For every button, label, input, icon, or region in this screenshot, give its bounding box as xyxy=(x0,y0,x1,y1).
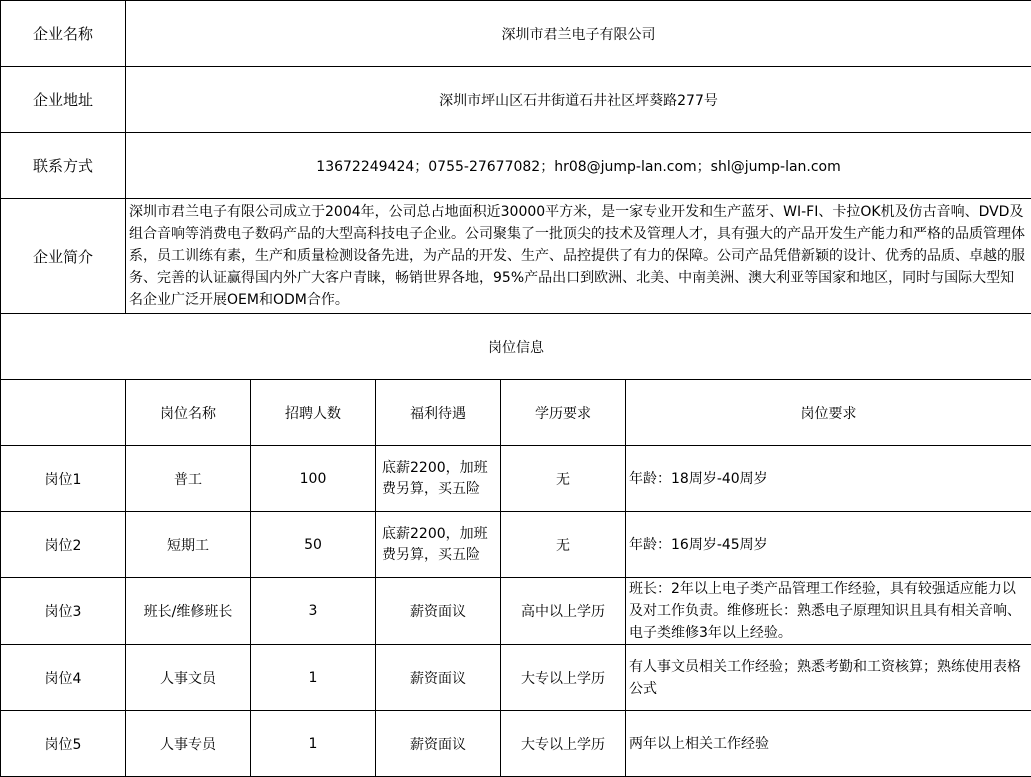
company-address-value: 深圳市坪山区石井街道石井社区坪葵路277号 xyxy=(126,67,1031,133)
job-requirement: 班长：2年以上电子类产品管理工作经验，具有较强适应能力以及对工作负责。维修班长：熟悉电子原理知识且具有相关音响、电子类维修3年以上经验。 xyxy=(626,578,1031,645)
job-welfare: 薪资面议 xyxy=(376,578,501,645)
header-cell-name: 岗位名称 xyxy=(126,380,251,446)
job-name: 班长/维修班长 xyxy=(126,578,251,645)
company-contact-value: 13672249424；0755-27677082；hr08@jump-lan.com；shl@jump-lan.com xyxy=(126,133,1031,199)
jobs-section-row xyxy=(1,314,1031,380)
job-requirement: 有人事文员相关工作经验；熟悉考勤和工资核算；熟练使用表格公式 xyxy=(626,645,1031,711)
company-name-label: 企业名称 xyxy=(1,1,126,67)
table-row xyxy=(1,645,1031,711)
job-id: 岗位3 xyxy=(1,578,126,645)
job-education: 无 xyxy=(501,512,626,578)
job-count: 1 xyxy=(251,711,376,777)
jobs-header-row xyxy=(1,380,1031,446)
company-intro-value: 深圳市君兰电子有限公司成立于2004年，公司总占地面积近30000平方米，是一家专业开发和生产蓝牙、WI-FI、卡拉OK机及仿古音响、DVD及组合音响等消费电子数码产品的大型高科技电子企业。公司聚集了一批顶尖的技术及管理人才，具有强大的产品开发生产能力和严格的品质管理体系，员工训练有素，生产和质量检测设备先进，为产品的开发、生产、品控提供了有力的保障。公司产品凭借新颖的设计、优秀的品质、卓越的服务、完善的认证赢得国内外广大客户青睐，畅销世界各地，95%产品出口到欧洲、北美、中南美洲、澳大利亚等国家和地区，同时与国际大型知名企业广泛开展OEM和ODM合作。 xyxy=(126,199,1031,314)
job-requirement: 年龄：18周岁-40周岁 xyxy=(626,446,1031,512)
header-cell-count: 招聘人数 xyxy=(251,380,376,446)
job-education: 无 xyxy=(501,446,626,512)
job-count: 100 xyxy=(251,446,376,512)
company-address-label: 企业地址 xyxy=(1,67,126,133)
company-address-row xyxy=(1,67,1031,133)
job-welfare: 底薪2200，加班费另算，买五险 xyxy=(376,446,501,512)
header-cell-requirement: 岗位要求 xyxy=(626,380,1031,446)
job-education: 大专以上学历 xyxy=(501,711,626,777)
table-row xyxy=(1,512,1031,578)
header-cell-welfare: 福利待遇 xyxy=(376,380,501,446)
job-education: 高中以上学历 xyxy=(501,578,626,645)
job-id: 岗位1 xyxy=(1,446,126,512)
header-cell-education: 学历要求 xyxy=(501,380,626,446)
job-welfare: 底薪2200，加班费另算，买五险 xyxy=(376,512,501,578)
job-welfare: 薪资面议 xyxy=(376,645,501,711)
company-name-value: 深圳市君兰电子有限公司 xyxy=(126,1,1031,67)
job-requirement: 年龄：16周岁-45周岁 xyxy=(626,512,1031,578)
job-requirement: 两年以上相关工作经验 xyxy=(626,711,1031,777)
company-name-row xyxy=(1,1,1031,67)
header-cell-id xyxy=(1,380,126,446)
job-count: 3 xyxy=(251,578,376,645)
jobs-section-title: 岗位信息 xyxy=(1,314,1031,380)
company-intro-row xyxy=(1,199,1031,314)
job-name: 普工 xyxy=(126,446,251,512)
job-name: 人事文员 xyxy=(126,645,251,711)
company-contact-label: 联系方式 xyxy=(1,133,126,199)
job-name: 人事专员 xyxy=(126,711,251,777)
company-intro-label: 企业简介 xyxy=(1,199,126,314)
job-name: 短期工 xyxy=(126,512,251,578)
table-row xyxy=(1,578,1031,645)
job-count: 1 xyxy=(251,645,376,711)
job-education: 大专以上学历 xyxy=(501,645,626,711)
job-welfare: 薪资面议 xyxy=(376,711,501,777)
company-contact-row xyxy=(1,133,1031,199)
job-id: 岗位5 xyxy=(1,711,126,777)
table-row xyxy=(1,446,1031,512)
job-id: 岗位4 xyxy=(1,645,126,711)
job-id: 岗位2 xyxy=(1,512,126,578)
job-count: 50 xyxy=(251,512,376,578)
